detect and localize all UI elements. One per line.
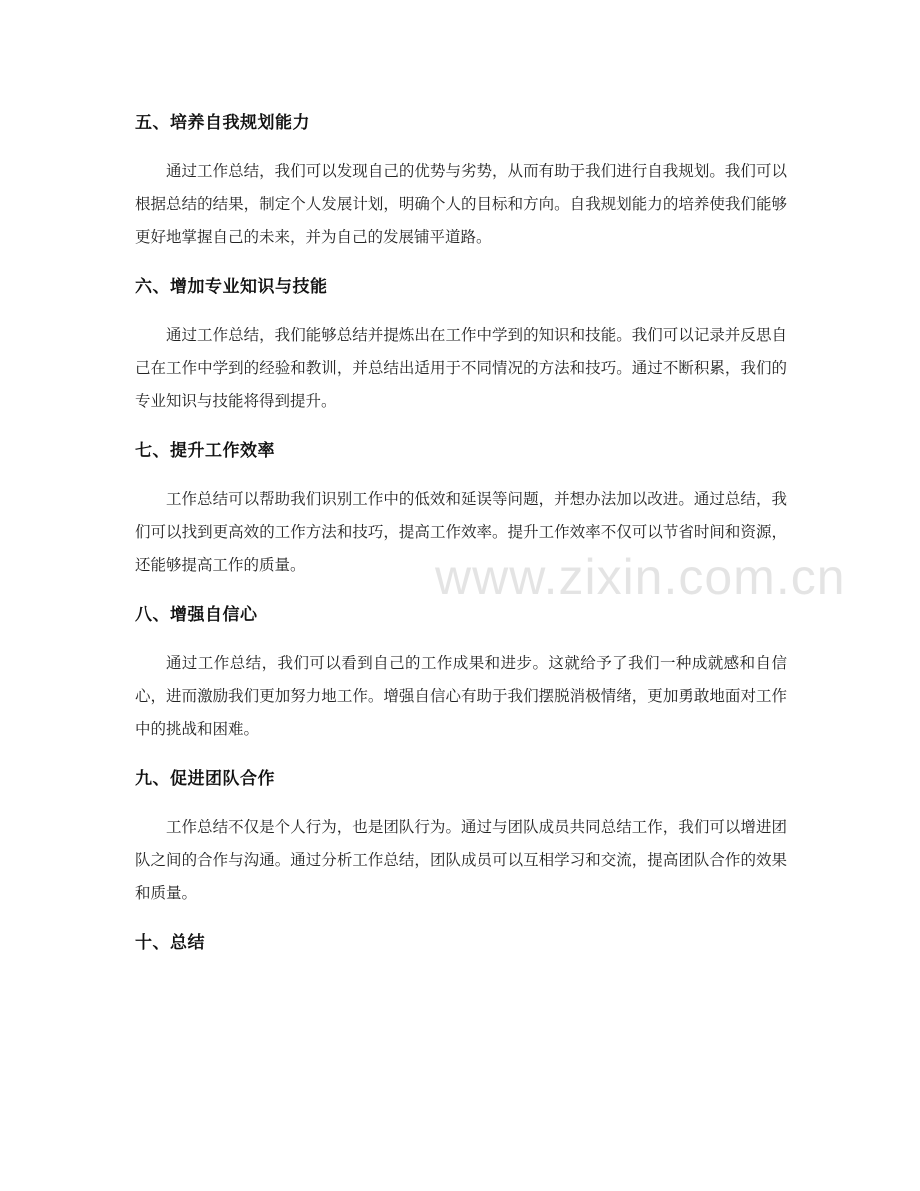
- section-heading: 十、总结: [135, 933, 205, 953]
- section-heading: 八、增强自信心: [135, 605, 258, 625]
- section-heading: 七、提升工作效率: [135, 441, 275, 461]
- section-paragraph: 通过工作总结，我们能够总结并提炼出在工作中学到的知识和技能。我们可以记录并反思自己在工作中学到的经验和教训，并总结出适用于不同情况的方法和技巧。通过不断积累，我们的专业知识与技能将得到提升。: [135, 326, 787, 410]
- section-heading: 九、促进团队合作: [135, 769, 275, 789]
- section-five: [135, 108, 787, 254]
- section-paragraph: 工作总结可以帮助我们识别工作中的低效和延误等问题，并想办法加以改进。通过总结，我们可以找到更高效的工作方法和技巧，提高工作效率。提升工作效率不仅可以节省时间和资源，还能够提高工作的质量。: [135, 490, 787, 574]
- section-six: [135, 272, 787, 418]
- section-heading: 六、增加专业知识与技能: [135, 277, 328, 297]
- section-paragraph: 通过工作总结，我们可以发现自己的优势与劣势，从而有助于我们进行自我规划。我们可以根据总结的结果，制定个人发展计划，明确个人的目标和方向。自我规划能力的培养使我们能够更好地掌握自己的未来，并为自己的发展铺平道路。: [135, 162, 787, 246]
- watermark: www.zixin.com.cn: [435, 549, 846, 605]
- section-eight: [135, 600, 787, 746]
- document-body: [135, 108, 787, 975]
- section-nine: [135, 764, 787, 910]
- section-seven: [135, 436, 787, 582]
- section-heading: 五、培养自我规划能力: [135, 113, 310, 133]
- section-paragraph: 通过工作总结，我们可以看到自己的工作成果和进步。这就给予了我们一种成就感和自信心，进而激励我们更加努力地工作。增强自信心有助于我们摆脱消极情绪，更加勇敢地面对工作中的挑战和困难。: [135, 654, 787, 738]
- section-paragraph: 工作总结不仅是个人行为，也是团队行为。通过与团队成员共同总结工作，我们可以增进团队之间的合作与沟通。通过分析工作总结，团队成员可以互相学习和交流，提高团队合作的效果和质量。: [135, 818, 787, 902]
- section-ten: [135, 928, 787, 958]
